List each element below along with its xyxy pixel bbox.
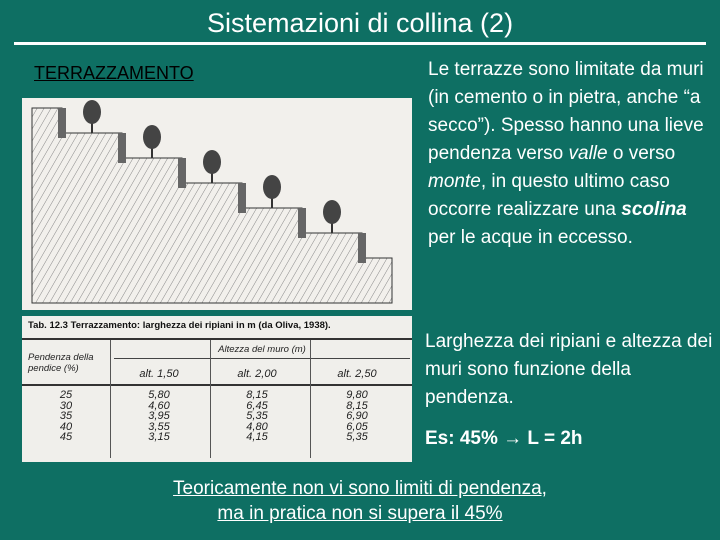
desc-valle: valle <box>568 143 608 164</box>
desc-part4: per le acque in eccesso. <box>428 227 633 248</box>
example-formula: Es: 45% → L = 2h <box>425 428 583 449</box>
terrace-drawing <box>22 98 412 310</box>
table-cell: 4,60 <box>148 399 170 412</box>
width-height-note: Larghezza dei ripiani e altezza dei muri sono funzione della pendenza. <box>425 331 713 408</box>
terrace-illustration <box>22 98 412 310</box>
slope-column-header: Pendenza della pendice (%) <box>28 352 94 374</box>
column-divider <box>110 340 111 458</box>
header-rule <box>22 384 412 386</box>
terrace-description <box>428 56 710 252</box>
section-subtitle: TERRAZZAMENTO <box>34 63 194 83</box>
table-cell: 3,55 <box>148 420 170 433</box>
col2-values <box>212 390 302 443</box>
table-cell: 4,15 <box>246 431 268 443</box>
column-divider <box>210 340 211 458</box>
slope-cell: 25 <box>59 389 73 401</box>
slope-limit-line1: Teoricamente non vi sono limiti di pendenza, <box>173 478 547 499</box>
terrace-width-table <box>22 316 412 462</box>
desc-part2: o verso <box>607 143 676 164</box>
wall-height-header: Altezza del muro (m) <box>218 344 306 355</box>
slope-cell: 40 <box>59 420 73 433</box>
slope-limit-line2: ma in pratica non si supera il 45% <box>217 503 503 524</box>
slope-values <box>28 390 104 443</box>
slope-cell: 35 <box>59 410 73 422</box>
table-caption: Tab. 12.3 Terrazzamento: larghezza dei ripiani in m (da Oliva, 1938). <box>28 320 331 331</box>
slope-cell: 30 <box>59 399 73 412</box>
table-cell: 5,35 <box>346 431 368 443</box>
title-underline <box>14 42 706 45</box>
column-header-2: alt. 2,00 <box>237 368 277 380</box>
table-cell: 6,90 <box>346 410 368 422</box>
column-header-3: alt. 2,50 <box>337 368 377 380</box>
col3-values <box>312 390 402 443</box>
desc-scolina: scolina <box>621 199 687 220</box>
table-cell: 6,45 <box>246 399 268 412</box>
table-cell: 5,80 <box>148 389 170 401</box>
table-cell: 4,80 <box>246 420 268 433</box>
slope-limit-note <box>0 476 720 526</box>
table-cell: 8,15 <box>346 399 368 412</box>
table-cell: 8,15 <box>246 389 268 401</box>
column-divider <box>310 340 311 458</box>
desc-part3: , in questo ultimo caso occorre realizzare una <box>428 171 670 220</box>
table-cell: 3,15 <box>148 431 170 443</box>
table-caption-rule <box>22 338 412 340</box>
table-cell: 3,95 <box>148 410 170 422</box>
table-cell: 9,80 <box>346 389 368 401</box>
wall-header-rule <box>114 358 410 359</box>
slide-title: Sistemazioni di collina (2) <box>206 8 514 38</box>
col1-values <box>114 390 204 443</box>
desc-part1: Le terrazze sono limitate da muri (in cemento o in pietra, anche “a secco”). Spesso hanno una lieve pendenza verso <box>428 59 704 164</box>
slope-cell: 45 <box>59 431 73 443</box>
table-cell: 6,05 <box>346 420 368 433</box>
column-header-1: alt. 1,50 <box>139 368 179 380</box>
desc-monte: monte <box>428 171 481 192</box>
table-cell: 5,35 <box>246 410 268 422</box>
